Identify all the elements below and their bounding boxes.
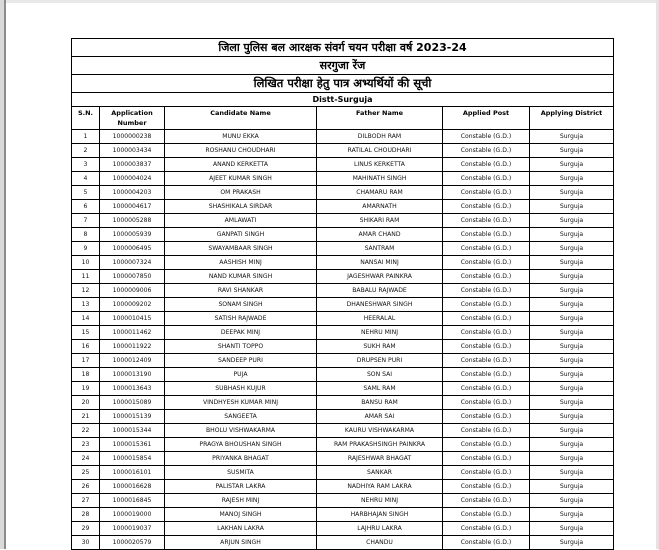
cell-applying-district: Surguja (530, 368, 614, 382)
col-header-father: Father Name (317, 107, 443, 130)
cell-sn: 22 (72, 424, 100, 438)
cell-applying-district: Surguja (530, 186, 614, 200)
cell-applying-district: Surguja (530, 312, 614, 326)
cell-applied-post: Constable (G.D.) (443, 228, 530, 242)
cell-father-name: NANSAI MINJ (317, 256, 443, 270)
cell-application-number: 1000019000 (100, 508, 165, 522)
cell-father-name: SUKH RAM (317, 340, 443, 354)
cell-applying-district: Surguja (530, 200, 614, 214)
cell-father-name: RATILAL CHOUDHARI (317, 144, 443, 158)
cell-application-number: 1000019037 (100, 522, 165, 536)
cell-applied-post: Constable (G.D.) (443, 340, 530, 354)
cell-sn: 24 (72, 452, 100, 466)
cell-father-name: KAURU VISHWAKARMA (317, 424, 443, 438)
cell-applying-district: Surguja (530, 214, 614, 228)
document-page (71, 38, 613, 550)
cell-application-number: 1000011462 (100, 326, 165, 340)
cell-father-name: HEERALAL (317, 312, 443, 326)
cell-applied-post: Constable (G.D.) (443, 312, 530, 326)
col-header-post: Applied Post (443, 107, 530, 130)
cell-sn: 23 (72, 438, 100, 452)
col-header-candidate: Candidate Name (165, 107, 317, 130)
table-row (72, 494, 614, 508)
table-row (72, 284, 614, 298)
cell-applying-district: Surguja (530, 158, 614, 172)
cell-sn: 11 (72, 270, 100, 284)
cell-father-name: CHAMARU RAM (317, 186, 443, 200)
cell-application-number: 1000000238 (100, 130, 165, 144)
cell-candidate-name: PRAGYA BHOUSHAN SINGH (165, 438, 317, 452)
cell-father-name: DRUPSEN PURI (317, 354, 443, 368)
table-row (72, 396, 614, 410)
cell-applied-post: Constable (G.D.) (443, 270, 530, 284)
cell-applied-post: Constable (G.D.) (443, 186, 530, 200)
table-row (72, 186, 614, 200)
cell-sn: 30 (72, 536, 100, 550)
cell-application-number: 1000007324 (100, 256, 165, 270)
col-header-sn: S.N. (72, 107, 100, 130)
cell-applying-district: Surguja (530, 298, 614, 312)
table-row (72, 368, 614, 382)
cell-candidate-name: DEEPAK MINJ (165, 326, 317, 340)
cell-sn: 25 (72, 466, 100, 480)
table-row (72, 256, 614, 270)
table-row (72, 130, 614, 144)
cell-father-name: LINUS KERKETTA (317, 158, 443, 172)
cell-father-name: HARBHAJAN SINGH (317, 508, 443, 522)
cell-candidate-name: SUSMITA (165, 466, 317, 480)
cell-application-number: 1000016845 (100, 494, 165, 508)
cell-sn: 29 (72, 522, 100, 536)
cell-candidate-name: ARJUN SINGH (165, 536, 317, 550)
col-header-application: Application Number (100, 107, 165, 130)
cell-candidate-name: MUNU EKKA (165, 130, 317, 144)
cell-application-number: 1000004203 (100, 186, 165, 200)
cell-applied-post: Constable (G.D.) (443, 326, 530, 340)
cell-father-name: SON SAI (317, 368, 443, 382)
cell-candidate-name: AJEET KUMAR SINGH (165, 172, 317, 186)
range-title: सरगुजा रेंज (72, 57, 614, 75)
candidate-table (71, 38, 614, 550)
cell-applying-district: Surguja (530, 340, 614, 354)
table-row (72, 326, 614, 340)
cell-applying-district: Surguja (530, 172, 614, 186)
cell-applying-district: Surguja (530, 536, 614, 550)
cell-applied-post: Constable (G.D.) (443, 522, 530, 536)
cell-sn: 26 (72, 480, 100, 494)
cell-sn: 16 (72, 340, 100, 354)
cell-candidate-name: ANAND KERKETTA (165, 158, 317, 172)
cell-sn: 3 (72, 158, 100, 172)
cell-application-number: 1000011922 (100, 340, 165, 354)
subtitle-row (72, 75, 614, 93)
cell-applied-post: Constable (G.D.) (443, 200, 530, 214)
cell-sn: 8 (72, 228, 100, 242)
table-row (72, 200, 614, 214)
cell-application-number: 1000015361 (100, 438, 165, 452)
cell-father-name: BANSU RAM (317, 396, 443, 410)
cell-application-number: 1000012409 (100, 354, 165, 368)
cell-applied-post: Constable (G.D.) (443, 424, 530, 438)
cell-sn: 28 (72, 508, 100, 522)
cell-candidate-name: ROSHANU CHOUDHARI (165, 144, 317, 158)
cell-application-number: 1000020579 (100, 536, 165, 550)
cell-applying-district: Surguja (530, 438, 614, 452)
cell-applied-post: Constable (G.D.) (443, 242, 530, 256)
table-row (72, 536, 614, 550)
cell-applied-post: Constable (G.D.) (443, 494, 530, 508)
cell-father-name: RAM PRAKASHSINGH PAINKRA (317, 438, 443, 452)
cell-applying-district: Surguja (530, 326, 614, 340)
cell-sn: 18 (72, 368, 100, 382)
cell-applied-post: Constable (G.D.) (443, 214, 530, 228)
cell-candidate-name: SATISH RAJWADE (165, 312, 317, 326)
cell-applied-post: Constable (G.D.) (443, 480, 530, 494)
cell-applied-post: Constable (G.D.) (443, 466, 530, 480)
cell-candidate-name: AMLAWATI (165, 214, 317, 228)
cell-candidate-name: MANOJ SINGH (165, 508, 317, 522)
cell-applied-post: Constable (G.D.) (443, 452, 530, 466)
cell-father-name: MAHINATH SINGH (317, 172, 443, 186)
cell-candidate-name: PALISTAR LAKRA (165, 480, 317, 494)
cell-applying-district: Surguja (530, 410, 614, 424)
cell-application-number: 1000010415 (100, 312, 165, 326)
district-heading: Distt-Surguja (72, 93, 614, 107)
cell-application-number: 1000006495 (100, 242, 165, 256)
table-row (72, 270, 614, 284)
cell-applying-district: Surguja (530, 522, 614, 536)
cell-candidate-name: RAVI SHANKAR (165, 284, 317, 298)
cell-applied-post: Constable (G.D.) (443, 536, 530, 550)
cell-applying-district: Surguja (530, 144, 614, 158)
table-row (72, 424, 614, 438)
cell-candidate-name: SUBHASH KUJUR (165, 382, 317, 396)
cell-candidate-name: SHANTI TOPPO (165, 340, 317, 354)
cell-candidate-name: NAND KUMAR SINGH (165, 270, 317, 284)
cell-candidate-name: SONAM SINGH (165, 298, 317, 312)
cell-applied-post: Constable (G.D.) (443, 396, 530, 410)
cell-applying-district: Surguja (530, 284, 614, 298)
district-row (72, 93, 614, 107)
cell-applied-post: Constable (G.D.) (443, 130, 530, 144)
cell-applying-district: Surguja (530, 424, 614, 438)
cell-candidate-name: AASHISH MINJ (165, 256, 317, 270)
table-row (72, 242, 614, 256)
table-row (72, 480, 614, 494)
cell-father-name: SANKAR (317, 466, 443, 480)
table-row (72, 312, 614, 326)
table-row (72, 340, 614, 354)
cell-applying-district: Surguja (530, 228, 614, 242)
cell-application-number: 1000009006 (100, 284, 165, 298)
range-row (72, 57, 614, 75)
cell-sn: 13 (72, 298, 100, 312)
table-row (72, 144, 614, 158)
table-row (72, 438, 614, 452)
cell-father-name: RAJESHWAR BHAGAT (317, 452, 443, 466)
cell-application-number: 1000003837 (100, 158, 165, 172)
cell-father-name: BABALU RAJWADE (317, 284, 443, 298)
cell-applied-post: Constable (G.D.) (443, 144, 530, 158)
cell-father-name: NADHIYA RAM LAKRA (317, 480, 443, 494)
cell-sn: 7 (72, 214, 100, 228)
viewer-top-edge (0, 0, 659, 3)
table-row (72, 172, 614, 186)
cell-sn: 9 (72, 242, 100, 256)
cell-father-name: DILBODH RAM (317, 130, 443, 144)
cell-sn: 17 (72, 354, 100, 368)
cell-applied-post: Constable (G.D.) (443, 284, 530, 298)
cell-candidate-name: LAKHAN LAKRA (165, 522, 317, 536)
cell-application-number: 1000009202 (100, 298, 165, 312)
cell-application-number: 1000004024 (100, 172, 165, 186)
cell-application-number: 1000003434 (100, 144, 165, 158)
column-header-row (72, 107, 614, 130)
cell-applying-district: Surguja (530, 480, 614, 494)
cell-father-name: SHIKARI RAM (317, 214, 443, 228)
cell-applying-district: Surguja (530, 130, 614, 144)
cell-candidate-name: RAJESH MINJ (165, 494, 317, 508)
cell-father-name: AMARNATH (317, 200, 443, 214)
cell-application-number: 1000015089 (100, 396, 165, 410)
cell-candidate-name: SANDEEP PURI (165, 354, 317, 368)
cell-application-number: 1000004617 (100, 200, 165, 214)
cell-applied-post: Constable (G.D.) (443, 382, 530, 396)
cell-candidate-name: SWAYAMBAAR SINGH (165, 242, 317, 256)
cell-sn: 2 (72, 144, 100, 158)
cell-applied-post: Constable (G.D.) (443, 508, 530, 522)
cell-applying-district: Surguja (530, 242, 614, 256)
cell-applied-post: Constable (G.D.) (443, 172, 530, 186)
cell-candidate-name: SANGEETA (165, 410, 317, 424)
table-row (72, 466, 614, 480)
list-subtitle: लिखित परीक्षा हेतु पात्र अभ्यर्थियों की सूची (72, 75, 614, 93)
cell-sn: 14 (72, 312, 100, 326)
cell-candidate-name: OM PRAKASH (165, 186, 317, 200)
table-row (72, 228, 614, 242)
cell-candidate-name: BHOLU VISHWAKARMA (165, 424, 317, 438)
table-row (72, 158, 614, 172)
cell-sn: 27 (72, 494, 100, 508)
cell-sn: 10 (72, 256, 100, 270)
cell-father-name: DHANESHWAR SINGH (317, 298, 443, 312)
cell-application-number: 1000013643 (100, 382, 165, 396)
cell-father-name: SAML RAM (317, 382, 443, 396)
cell-candidate-name: GANPATI SINGH (165, 228, 317, 242)
col-header-district: Applying District (530, 107, 614, 130)
cell-father-name: LAJHRU LAKRA (317, 522, 443, 536)
cell-application-number: 1000016101 (100, 466, 165, 480)
cell-applied-post: Constable (G.D.) (443, 354, 530, 368)
table-row (72, 452, 614, 466)
cell-candidate-name: PUJA (165, 368, 317, 382)
table-row (72, 410, 614, 424)
cell-father-name: NEHRU MINJ (317, 494, 443, 508)
cell-applied-post: Constable (G.D.) (443, 410, 530, 424)
cell-application-number: 1000005939 (100, 228, 165, 242)
cell-application-number: 1000016628 (100, 480, 165, 494)
cell-sn: 21 (72, 410, 100, 424)
cell-applying-district: Surguja (530, 508, 614, 522)
cell-sn: 20 (72, 396, 100, 410)
cell-application-number: 1000015139 (100, 410, 165, 424)
title-row (72, 39, 614, 57)
cell-applying-district: Surguja (530, 354, 614, 368)
cell-candidate-name: SHASHIKALA SIRDAR (165, 200, 317, 214)
cell-father-name: JAGESHWAR PAINKRA (317, 270, 443, 284)
cell-sn: 19 (72, 382, 100, 396)
cell-applied-post: Constable (G.D.) (443, 158, 530, 172)
cell-applied-post: Constable (G.D.) (443, 438, 530, 452)
cell-application-number: 1000013190 (100, 368, 165, 382)
viewer-left-border-shadow (4, 0, 6, 549)
cell-father-name: AMAR SAI (317, 410, 443, 424)
cell-sn: 6 (72, 200, 100, 214)
cell-applied-post: Constable (G.D.) (443, 368, 530, 382)
cell-father-name: SANTRAM (317, 242, 443, 256)
table-row (72, 522, 614, 536)
table-row (72, 354, 614, 368)
cell-father-name: NEHRU MINJ (317, 326, 443, 340)
cell-sn: 4 (72, 172, 100, 186)
cell-applied-post: Constable (G.D.) (443, 298, 530, 312)
table-row (72, 298, 614, 312)
cell-sn: 1 (72, 130, 100, 144)
cell-applying-district: Surguja (530, 256, 614, 270)
cell-applying-district: Surguja (530, 270, 614, 284)
cell-applying-district: Surguja (530, 396, 614, 410)
table-row (72, 214, 614, 228)
cell-application-number: 1000007850 (100, 270, 165, 284)
cell-sn: 5 (72, 186, 100, 200)
cell-applying-district: Surguja (530, 494, 614, 508)
cell-candidate-name: PRIYANKA BHAGAT (165, 452, 317, 466)
cell-father-name: CHANDU (317, 536, 443, 550)
cell-sn: 12 (72, 284, 100, 298)
cell-applying-district: Surguja (530, 466, 614, 480)
cell-application-number: 1000015854 (100, 452, 165, 466)
cell-father-name: AMAR CHAND (317, 228, 443, 242)
table-row (72, 382, 614, 396)
table-row (72, 508, 614, 522)
cell-application-number: 1000005288 (100, 214, 165, 228)
cell-candidate-name: VINDHYESH KUMAR MINJ (165, 396, 317, 410)
cell-applied-post: Constable (G.D.) (443, 256, 530, 270)
cell-sn: 15 (72, 326, 100, 340)
cell-application-number: 1000015344 (100, 424, 165, 438)
page-title: जिला पुलिस बल आरक्षक संवर्ग चयन परीक्षा वर्ष 2023-24 (72, 39, 614, 57)
cell-applying-district: Surguja (530, 452, 614, 466)
cell-applying-district: Surguja (530, 382, 614, 396)
